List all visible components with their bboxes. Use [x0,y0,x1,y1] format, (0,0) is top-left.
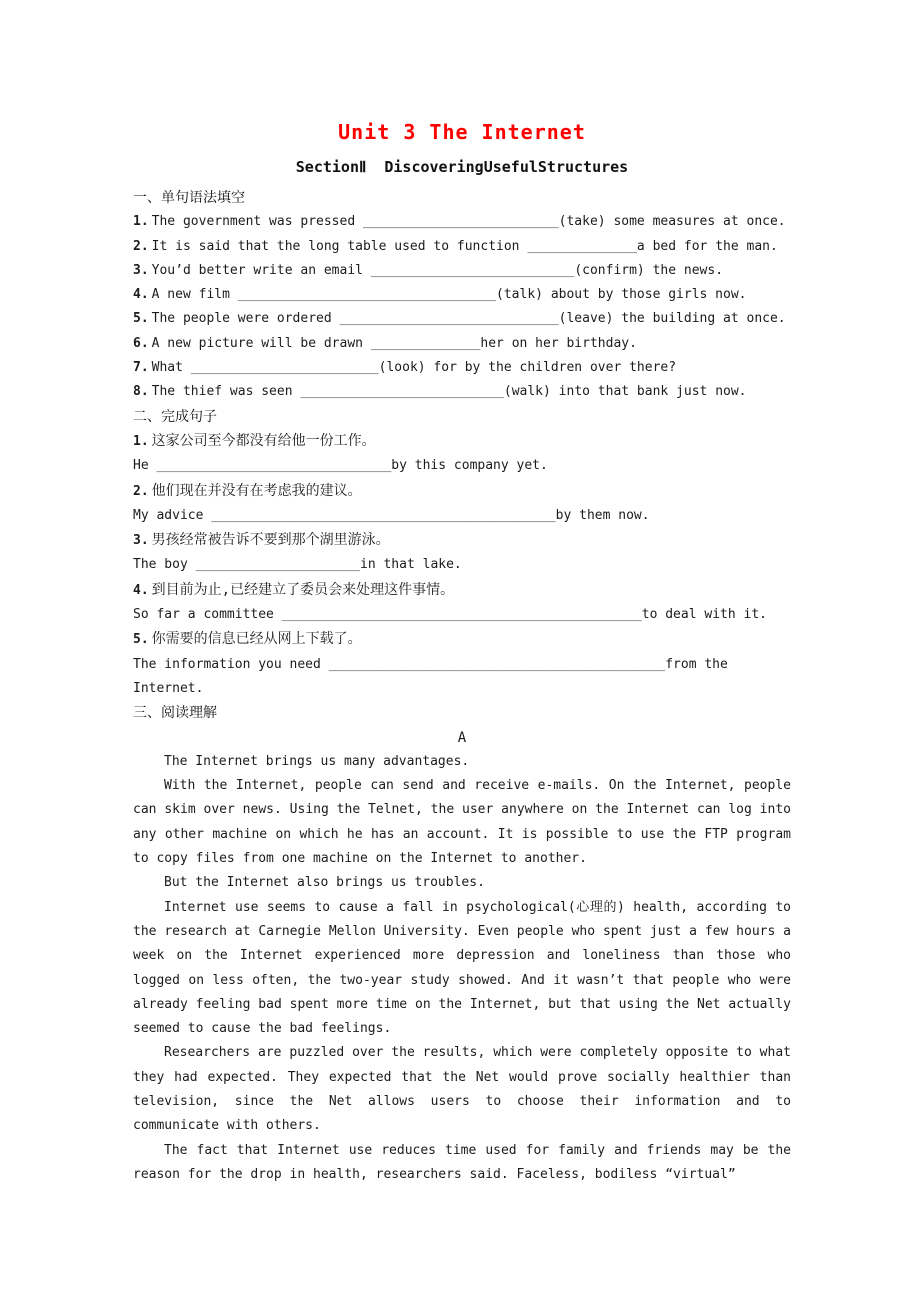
answer-text-post: by them now. [555,507,650,523]
prompt-text: 到目前为止,已经建立了委员会来处理这件事情。 [151,581,455,598]
answer-text-pre: He [133,458,157,474]
item-text-post: (look) for by the children over there? [378,360,677,376]
blank-line: ____________________________________________ [211,507,556,523]
exercise-item [133,259,791,283]
answer-text-post: in that lake. [360,557,462,573]
section2-heading: 二、完成句子 [133,408,217,425]
item-text-post: (leave) the building at once. [558,311,786,327]
prompt-text: 男孩经常被告诉不要到那个湖里游泳。 [151,532,390,549]
item-number: 3. [133,533,149,549]
blank-line: ___________________________________________ [328,656,666,672]
chinese-prompt [133,528,791,553]
item-number: 3. [133,262,149,278]
item-number: 4. [133,582,149,598]
passage-paragraph: The Internet brings us many advantages. [164,753,470,769]
exercise-item [133,356,791,380]
passage-label: A [457,729,467,746]
passage-paragraph: Researchers are puzzled over the results, which were completely opposite to what they had expected. They expected that the Net would prove socially healthier than television, since the Net allows users to choose their information and to communicate with others. [133,1045,791,1134]
item-text-post: (walk) into that bank just now. [503,384,747,400]
item-text-pre: It is said that the long table used to function [151,238,528,254]
answer-text-pre: So far a committee [133,607,282,623]
blank-line: ____________________________ [339,311,559,327]
english-answer-line [133,603,791,627]
prompt-text: 他们现在并没有在考虑我的建议。 [151,482,362,499]
item-text-pre: A new picture will be drawn [151,335,371,351]
blank-line: _____________________ [195,557,360,573]
english-answer-line [133,504,791,528]
blank-line: ______________________________________________ [281,607,642,623]
exercise-item [133,283,791,307]
item-text-post: (take) some measures at once. [558,214,786,230]
answer-text-post: from the Internet. [133,656,728,696]
blank-line: __________________________ [300,384,504,400]
blank-line: ______________ [370,335,481,351]
chinese-prompt [133,627,791,652]
passage-paragraphs [133,750,791,1187]
answer-text-pre: My advice [133,507,212,523]
item-text-pre: A new film [151,287,238,303]
item-number: 5. [133,632,149,648]
item-text-pre: You’d better write an email [151,262,371,278]
item-text-post: (talk) about by those girls now. [496,287,747,303]
blank-line: _________________________ [362,214,559,230]
page-subtitle [133,154,791,180]
blank-line: ________________________ [190,360,379,376]
subtitle-section-number: SectionⅡ [295,158,367,176]
english-answer-line [133,553,791,577]
passage-paragraph: But the Internet also brings us troubles. [164,875,485,891]
item-number: 2. [133,238,149,254]
english-answer-line [133,454,791,478]
blank-line: _________________________________ [237,287,497,303]
passage-paragraph: The fact that Internet use reduces time used for family and friends may be the reason for the drop in health, researchers said. Faceless, bodiless “virtual” [133,1142,791,1182]
blank-line: ______________ [527,238,637,254]
section1-items [133,210,791,404]
chinese-prompt [133,578,791,603]
item-number: 8. [133,384,149,400]
passage-paragraph: Internet use seems to cause a fall in psychological(心理的) health, according to the research at Carnegie Mellon University. Even people who spent just a few hours a week on the Internet experienced more depression and loneliness than those who logged on less often, the two-year study showed. And it wasn’t that people who were already feeling bad spent more time on the Internet, but that using the Net actually seemed to cause the bad feelings. [133,899,791,1037]
section3-heading: 三、阅读理解 [133,705,217,722]
item-number: 7. [133,360,149,376]
blank-line: ______________________________ [156,458,392,474]
section2-items [133,429,791,701]
prompt-text: 这家公司至今都没有给他一份工作。 [151,432,376,449]
item-number: 2. [133,483,149,499]
item-text-pre: The thief was seen [151,384,301,400]
item-text-post: (confirm) the news. [574,262,724,278]
exercise-item [133,210,791,234]
exercise-item [133,332,791,356]
answer-text-pre: The boy [133,557,196,573]
answer-text-pre: The information you need [133,656,329,672]
item-text-pre: The government was pressed [151,214,363,230]
item-number: 1. [133,214,149,230]
exercise-item [133,307,791,331]
worksheet-content [133,116,791,1187]
page-title: Unit 3 The Internet [338,120,586,144]
item-text-post: her on her birthday. [480,335,637,351]
english-answer-line [133,653,791,702]
chinese-prompt [133,479,791,504]
subtitle-section-name: DiscoveringUsefulStructures [384,158,629,176]
exercise-item [133,235,791,259]
item-number: 5. [133,311,149,327]
prompt-text: 你需要的信息已经从网上下载了。 [151,631,362,648]
passage-paragraph: With the Internet, people can send and receive e-mails. On the Internet, people can skim over news. Using the Telnet, the user anywhere on the Internet can log into any other machine on which he has an account. It is possible to use the FTP program to copy files from one machine on the Internet to another. [133,778,791,867]
item-number: 4. [133,287,149,303]
exercise-item [133,380,791,404]
item-text-post: a bed for the man. [636,238,778,254]
section1-heading: 一、单句语法填空 [133,190,245,206]
blank-line: __________________________ [370,262,575,278]
answer-text-post: to deal with it. [641,607,767,623]
item-text-pre: The people were ordered [151,311,340,327]
item-number: 1. [133,433,149,449]
item-text-pre: What [151,360,191,376]
answer-text-post: by this company yet. [391,458,548,474]
chinese-prompt [133,429,791,454]
item-number: 6. [133,335,149,351]
